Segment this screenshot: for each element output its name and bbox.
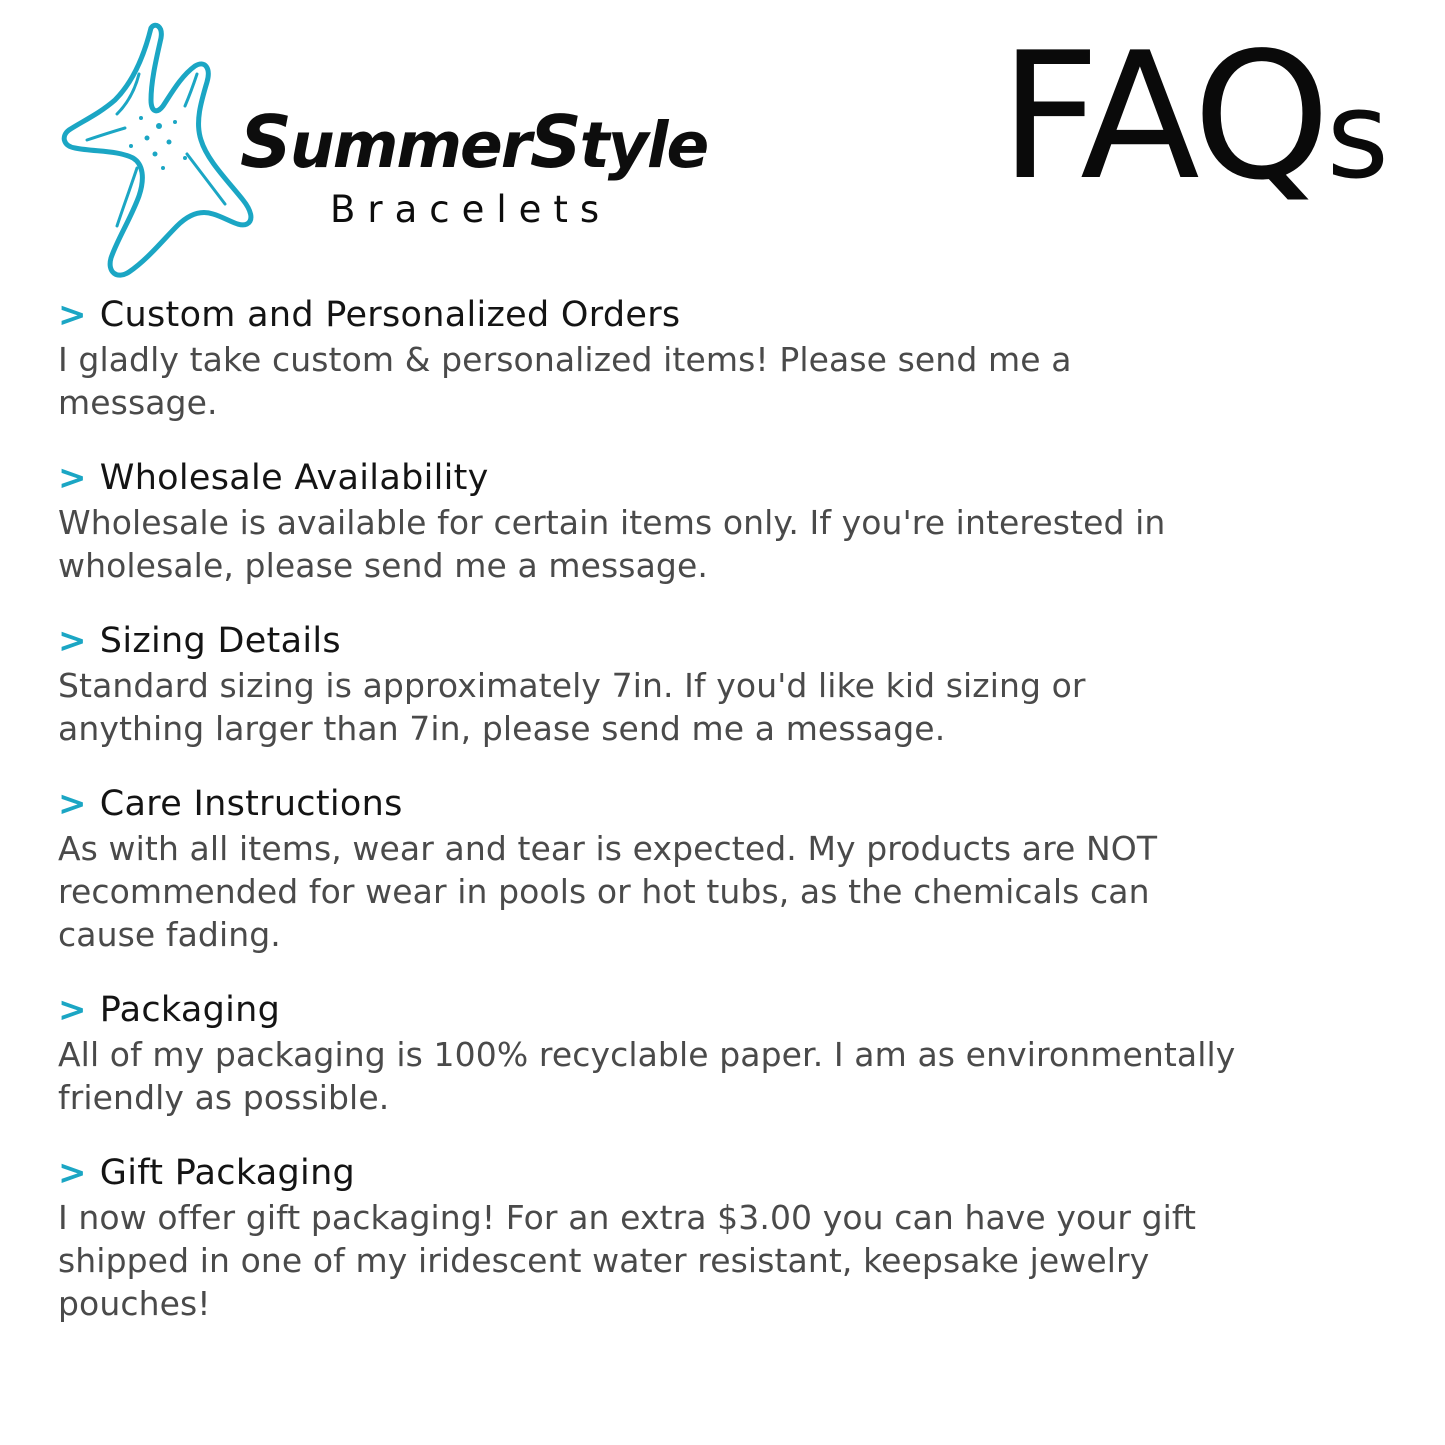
faq-question[interactable] bbox=[58, 622, 1390, 661]
faq-item bbox=[58, 1154, 1390, 1326]
brand-wordmark bbox=[240, 100, 708, 231]
faq-answer: I gladly take custom & personalized items! Please send me a message. bbox=[58, 340, 1072, 423]
faq-answer: I now offer gift packaging! For an extra $3.00 you can have your gift shipped in one of my iridescent water resistant, keepsake jewelry pouches! bbox=[58, 1197, 1197, 1323]
faq-question-text: Wholesale Availability bbox=[99, 457, 489, 498]
faq-question-text: Packaging bbox=[99, 989, 281, 1030]
chevron-right-icon: > bbox=[58, 989, 87, 1030]
faq-item bbox=[58, 991, 1390, 1120]
faq-question-text: Custom and Personalized Orders bbox=[99, 295, 681, 335]
chevron-right-icon: > bbox=[58, 783, 87, 824]
chevron-right-icon: > bbox=[58, 295, 87, 335]
faq-item bbox=[58, 622, 1390, 751]
faq-question-text: Gift Packaging bbox=[99, 1152, 356, 1193]
faq-answer: Wholesale is available for certain items only. If you're interested in wholesale, please send me a message. bbox=[58, 503, 1166, 586]
page-title-main: FAQ bbox=[999, 16, 1327, 219]
chevron-right-icon: > bbox=[58, 457, 87, 498]
brand-logo bbox=[55, 18, 708, 283]
brand-name bbox=[240, 100, 708, 184]
chevron-right-icon: > bbox=[58, 1152, 87, 1193]
faq-question-text: Care Instructions bbox=[99, 783, 403, 824]
brand-name-tyle: tyle bbox=[579, 109, 708, 182]
page-title bbox=[999, 16, 1385, 219]
brand-name-s2: S bbox=[529, 100, 580, 184]
page-title-suffix: s bbox=[1326, 67, 1385, 206]
faq-question[interactable] bbox=[58, 991, 1390, 1030]
brand-name-s1: S bbox=[240, 100, 290, 184]
faq-question[interactable] bbox=[58, 785, 1390, 824]
faq-answer: All of my packaging is 100% recyclable paper. I am as environmentally friendly as possible. bbox=[58, 1034, 1236, 1117]
brand-subtitle: Bracelets bbox=[330, 188, 612, 231]
brand-name-ummer: ummer bbox=[289, 109, 530, 182]
faq-question[interactable] bbox=[58, 459, 1390, 498]
faq-list bbox=[58, 296, 1390, 1360]
faq-question[interactable] bbox=[58, 1154, 1390, 1193]
starfish-icon bbox=[55, 18, 255, 283]
faq-item bbox=[58, 785, 1390, 957]
faq-answer: As with all items, wear and tear is expected. My products are NOT recommended for wear in pools or hot tubs, as the chemicals can cause fading. bbox=[58, 829, 1158, 954]
chevron-right-icon: > bbox=[58, 620, 87, 661]
page-header bbox=[0, 0, 1445, 290]
faq-item bbox=[58, 296, 1390, 425]
faq-item bbox=[58, 459, 1390, 588]
faq-answer: Standard sizing is approximately 7in. If you'd like kid sizing or anything larger than 7in, please send me a message. bbox=[58, 666, 1086, 749]
faq-question-text: Sizing Details bbox=[99, 620, 341, 661]
faq-question[interactable] bbox=[58, 296, 1390, 335]
